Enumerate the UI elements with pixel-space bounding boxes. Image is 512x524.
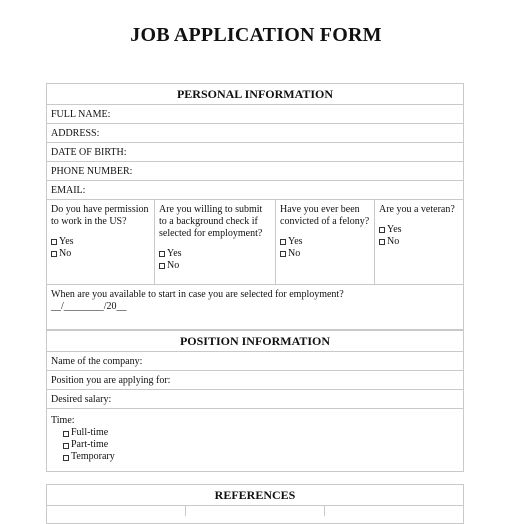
checkbox-option[interactable]: Yes	[159, 248, 272, 260]
question-text: Do you have permission to work in the US?	[51, 204, 149, 227]
felony-question	[276, 200, 375, 284]
question-text: Are you willing to submit to a background check if selected for employment?	[159, 204, 263, 239]
checkbox-option[interactable]: Yes	[379, 224, 460, 236]
checkbox-icon[interactable]	[159, 251, 165, 257]
form-title: JOB APPLICATION FORM	[130, 24, 382, 46]
question-text: Have you ever been convicted of a felony?	[280, 204, 370, 227]
availability-question: When are you available to start in case you are selected for employment?	[51, 289, 344, 300]
position-information-section	[46, 330, 464, 472]
checkbox-icon[interactable]	[51, 251, 57, 257]
checkbox-icon[interactable]	[280, 239, 286, 245]
desired-salary-field[interactable]: Desired salary:	[47, 390, 463, 409]
background-check-question	[155, 200, 276, 284]
references-column	[47, 506, 186, 516]
availability-field[interactable]	[47, 285, 463, 329]
checkbox-option[interactable]: No	[159, 260, 272, 272]
company-name-field[interactable]: Name of the company:	[47, 352, 463, 371]
position-information-header: POSITION INFORMATION	[47, 331, 463, 352]
checkbox-icon[interactable]	[63, 431, 69, 437]
work-permission-question	[47, 200, 155, 284]
address-field[interactable]: ADDRESS:	[47, 124, 463, 143]
email-field[interactable]: EMAIL:	[47, 181, 463, 200]
checkbox-option[interactable]: Temporary	[51, 452, 463, 464]
checkbox-icon[interactable]	[379, 239, 385, 245]
question-text: Are you a veteran?	[379, 204, 455, 215]
checkbox-option[interactable]: No	[379, 236, 460, 248]
checkbox-icon[interactable]	[280, 251, 286, 257]
checkbox-option[interactable]: Part-time	[51, 440, 463, 452]
checkbox-icon[interactable]	[159, 263, 165, 269]
yes-no-questions	[47, 200, 463, 285]
checkbox-option[interactable]: No	[51, 248, 151, 260]
veteran-question	[375, 200, 463, 284]
personal-information-section	[46, 83, 464, 330]
references-header: REFERENCES	[214, 488, 296, 502]
position-field[interactable]: Position you are applying for:	[47, 371, 463, 390]
checkbox-icon[interactable]	[63, 455, 69, 461]
time-field	[47, 409, 463, 471]
references-columns	[47, 505, 463, 516]
references-section	[46, 484, 464, 524]
personal-information-header: PERSONAL INFORMATION	[47, 84, 463, 105]
checkbox-option[interactable]: No	[280, 248, 371, 260]
references-column	[186, 506, 325, 516]
date-of-birth-field[interactable]: DATE OF BIRTH:	[47, 143, 463, 162]
checkbox-icon[interactable]	[51, 239, 57, 245]
references-column	[325, 506, 463, 516]
checkbox-option[interactable]: Yes	[280, 236, 371, 248]
checkbox-icon[interactable]	[63, 443, 69, 449]
checkbox-icon[interactable]	[379, 227, 385, 233]
time-label: Time:	[51, 415, 75, 426]
checkbox-option[interactable]: Full-time	[51, 428, 463, 440]
checkbox-option[interactable]: Yes	[51, 236, 151, 248]
phone-number-field[interactable]: PHONE NUMBER:	[47, 162, 463, 181]
availability-date-blank[interactable]: __/________/20__	[51, 301, 127, 312]
full-name-field[interactable]: FULL NAME:	[47, 105, 463, 124]
